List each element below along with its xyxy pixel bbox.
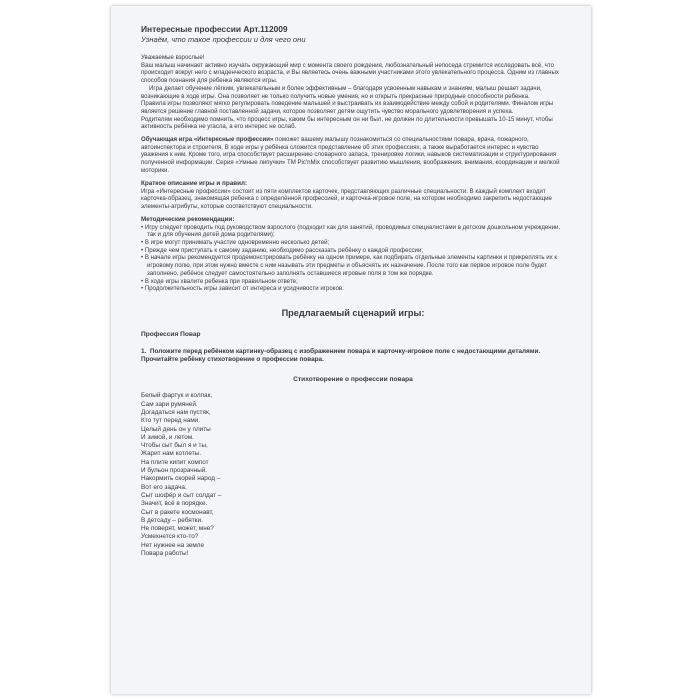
poem-line: Значит, всё в порядке. — [141, 500, 208, 508]
methodical-list — [141, 224, 565, 293]
document-title: Интересные профессии Арт.112009 — [141, 24, 288, 34]
scenario-heading: Предлагаемый сценарий игры: — [281, 307, 425, 318]
step-number: 1. — [141, 347, 147, 355]
rules-heading: Краткое описание игры и правил: — [141, 179, 248, 187]
step-1 — [141, 348, 565, 364]
intro-section — [141, 54, 565, 131]
list-item: • В ходе игры хвалите ребенка при правильном ответе; — [141, 277, 298, 285]
poem-line: Вот его задача. — [141, 483, 187, 491]
list-item: • В игре могут принимать участие одновременно несколько детей; — [141, 239, 330, 247]
list-item: • Прежде чем приступать к самому заданию, необходимо рассказать ребёнку о каждой профессии; — [141, 246, 424, 254]
intro-paragraph-4: Родителям необходимо помнить, что процесс игры, каким бы интересным он ни был, не должен по длительности превышать 10-15 минут, чтобы активность ребёнка не угасла, а его интерес не ослаб. — [141, 115, 553, 131]
poem-line: Нет нужнее на земле — [141, 541, 205, 549]
document-subtitle: Узнаём, что такое профессии и для чего они — [141, 35, 306, 44]
intro-paragraph-1: Ваш малыш начинает активно изучать окружающий мир с момента своего рождения, любознательный непоседа стремится исследовать всё, что происходит вокруг него с младенческого возраста, и Вы являетесь очень важными участниками этого увлекательного процесса. Одним из главных способов познания для ребенка являются игры. — [141, 61, 559, 85]
poem-line: Сыт шофёр и сыт солдат – — [141, 491, 222, 499]
poem-line: И бульон прозрачный. — [141, 467, 208, 475]
poem-line: Сам зари румяней. — [141, 400, 198, 408]
poem — [141, 392, 565, 558]
profession-heading: Профессия Повар — [141, 330, 201, 338]
poem-line: Жарит нам котлеты. — [141, 450, 202, 458]
poem-line: Повара работы! — [141, 550, 189, 558]
poem-line: И зимой, и летом. — [141, 433, 194, 441]
greeting: Уважаемые взрослые! — [141, 54, 205, 61]
poem-stanza — [141, 392, 565, 425]
poem-line: Чтобы сыт был я и ты, — [141, 442, 208, 450]
list-item: • В начале игры рекомендуется продемонстрировать ребёнку на одном примере, как подбирать отдельные элементы картинки и прикреплять их к игровому полю, при этом нужно вместе с ним называть эти предметы и объяснять их назначение. После того как первое игровое поле будет заполнено, ребёнок следует самостоятельно заполнять оставшиеся игровые поля в том же порядке. — [141, 254, 558, 277]
poem-line: Кто тут перед нами. — [141, 417, 201, 425]
poem-line: Не поверят, может, мне? — [141, 525, 214, 533]
rules-text: Игра «Интересные профессии» состоит из пяти комплектов карточек, представляющих различные специальности. В каждый комплект входит карточка-образец, знакомящая ребенка с определённой профессией, и карточка-игровое поле, на котором необходимо закрепить недостающие элементы-атрибуты, которые соответствуют специальности. — [141, 187, 552, 210]
poem-line: Догадаться нам пустяк, — [141, 408, 211, 416]
step-text: Положите перед ребёнком картинку-образец с изображением повара и карточку-игровое поле с недостающими деталями. Прочитайте ребёнку стихотворение о профессии повара. — [141, 347, 541, 364]
poem-line: Усмехнется кто-то? — [141, 533, 199, 541]
about-lead: Обучающая игра «Интересные профессии» — [141, 136, 274, 144]
poem-line: В детсаду – ребятки. — [141, 516, 203, 524]
about-text: поможет вашему малышу познакомиться со специальностями повара, врача, пожарного, автоинспектора и строителя. В ходе игры у ребёнка сложится представление об этих профессиях, а также выработается интерес и чувство уважения к ним. Кроме того, игра способствует расширению словарного запаса, тренировке логики, навыков систематизации и структурирования полученной информации. Серия «Умные липучки» ТМ Pic'nMix способствует развитию мышления, воображения, внимания, координации и мелкой моторики. — [141, 136, 560, 174]
methodical-heading: Методические рекомендации: — [141, 215, 235, 223]
poem-line: Целый день он у плиты — [141, 425, 211, 433]
poem-stanza — [141, 525, 565, 558]
poem-stanza — [141, 492, 565, 525]
poem-line: Накормить скорей народ – — [141, 475, 221, 483]
poem-line: Белый фартук и колпак, — [141, 392, 213, 400]
intro-paragraph-3: Правила игры позволяют мягко регулировать поведение малышей и выстраивать их взаимодействие между собой и родителями. Финалом игры является решение главной поставленной задачи, которое позволяет детям ощутить чувство морального удовлетворения и успеха. — [141, 100, 554, 115]
about-paragraph — [141, 136, 565, 175]
intro-paragraph-2: Игра делает обучение лёгким, увлекательным и более эффективным – благодаря усвоенным навыкам и знаниям, малыш решает задачи, возникающие в ходе игры. Она позволяет не только получить новые умения, но и открыть прекрасные природные способности ребенка. — [141, 84, 542, 100]
poem-stanza — [141, 459, 565, 492]
poem-line: На плите кипит компот — [141, 458, 209, 466]
poem-line: Сыт в ракете космонавт, — [141, 508, 214, 516]
poem-stanza — [141, 426, 565, 459]
list-item: • Игру следует проводить под руководством взрослого (подходит как для занятий, проводимых специалистами в детском дошкольном учреждении, так и для обучения детей дома родителями); — [141, 223, 561, 239]
list-item: • Продолжительность игры зависит от интереса и усидчивости игроков. — [141, 285, 344, 293]
poem-title: Стихотворение о профессии повара — [293, 376, 413, 384]
document-page — [111, 6, 591, 694]
